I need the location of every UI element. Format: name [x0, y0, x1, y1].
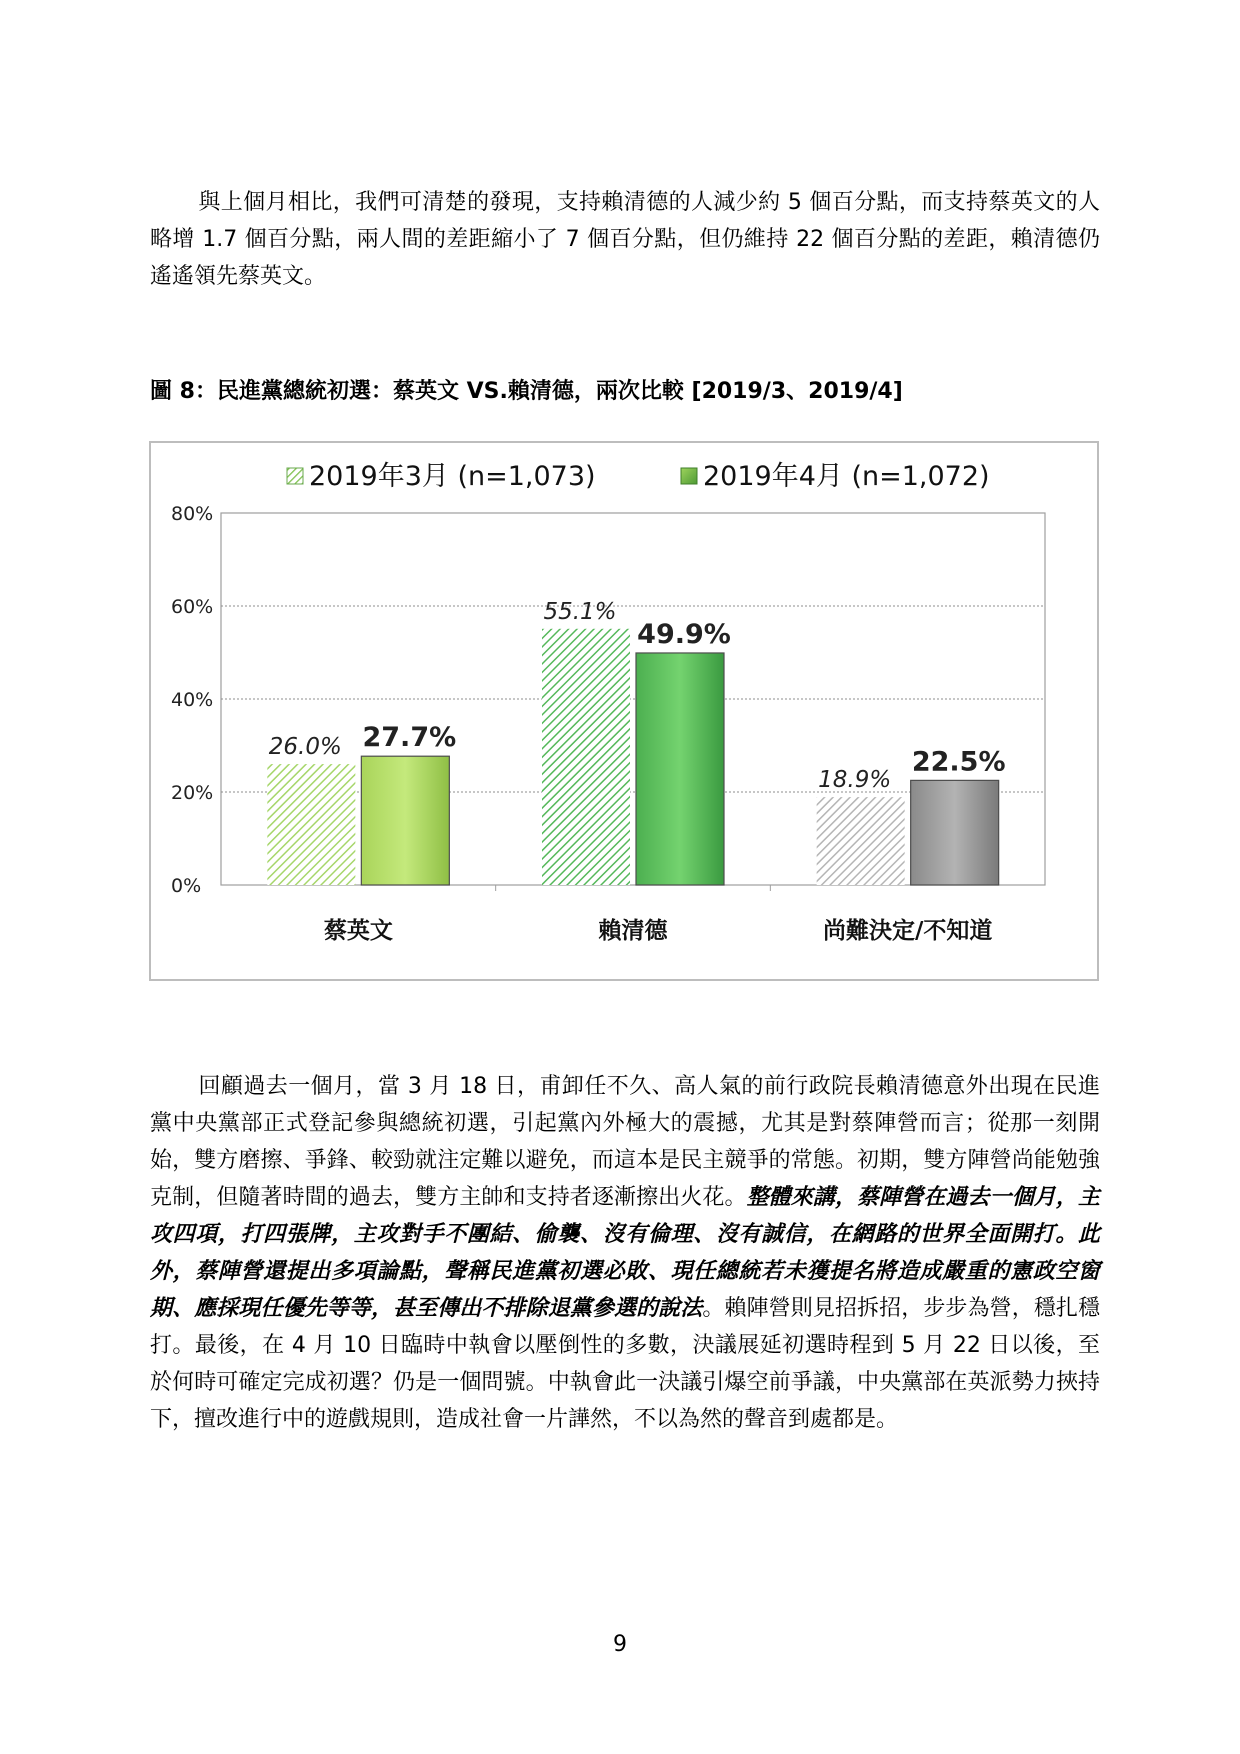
bar-march-2	[817, 797, 905, 885]
bar-chart	[151, 443, 1097, 979]
page-number: 9	[613, 1632, 627, 1657]
bar-april-2	[911, 780, 999, 885]
x-category-label: 尚難決定/不知道	[822, 918, 993, 944]
y-tick-label: 20%	[171, 782, 214, 804]
x-category-label: 賴清德	[598, 918, 668, 944]
data-label: 26.0%	[268, 734, 342, 761]
legend-swatch	[681, 468, 697, 484]
review-paragraph	[150, 1068, 1100, 1438]
intro-paragraph	[150, 184, 1100, 295]
legend-label: 2019年3月 (n=1,073)	[309, 461, 596, 492]
legend-swatch	[287, 468, 303, 484]
bar-april-1	[636, 653, 724, 885]
figure-caption: 圖 8：民進黨總統初選：蔡英文 VS.賴清德，兩次比較 [2019/3、2019/4]	[150, 379, 903, 404]
y-tick-label: 80%	[171, 503, 214, 525]
y-tick-label: 60%	[171, 596, 214, 618]
review-paragraph-text-1: 回顧過去一個月，當 3 月 18 日，甫卸任不久、高人氣的前行政院長賴清德意外出現在民進黨中央黨部正式登記參與總統初選，引起黨內外極大的震撼，尤其是對蔡陣營而言；從那一刻開始，雙方磨擦、爭鋒、較勁就注定難以避免，而這本是民主競爭的常態。初期，雙方陣營尚能勉強克制，但隨著時間的過去，雙方主帥和支持者逐漸擦出火花。	[150, 1074, 1100, 1210]
bar-april-0	[361, 756, 449, 885]
y-tick-label: 0%	[171, 875, 202, 897]
intro-paragraph-text: 與上個月相比，我們可清楚的發現，支持賴清德的人減少約 5 個百分點，而支持蔡英文的人略增 1.7 個百分點，兩人間的差距縮小了 7 個百分點，但仍維持 22 個百分點的差距，賴清德仍遙遙領先蔡英文。	[150, 190, 1100, 289]
data-label: 22.5%	[911, 746, 1006, 778]
bar-march-0	[267, 764, 355, 885]
bar-march-1	[542, 629, 630, 885]
data-label: 49.9%	[637, 618, 731, 650]
data-label: 55.1%	[543, 598, 617, 625]
y-tick-label: 40%	[171, 689, 214, 711]
review-paragraph-emphasis: 整體來講，蔡陣營在過去一個月，主攻四項，打四張牌，主攻對手不團結、偷襲、沒有倫理、沒有誠信，在網路的世界全面開打。此外，蔡陣營還提出多項論點，聲稱民進黨初選必敗、現任總統若未獲提名將造成嚴重的憲政空窗期、應採現任優先等等，甚至傳出不排除退黨參選的說法	[150, 1185, 1100, 1321]
data-label: 18.9%	[818, 767, 892, 794]
review-paragraph-text-2: 。賴陣營則見招拆招，步步為營，穩扎穩打。最後，在 4 月 10 日臨時中執會以壓倒性的多數，決議展延初選時程到 5 月 22 日以後，至於何時可確定完成初選？仍是一個問號。中執會此一決議引爆空前爭議，中央黨部在英派勢力挾持下，擅改進行中的遊戲規則，造成社會一片譁然，不以為然的聲音到處都是。	[150, 1296, 1100, 1432]
x-category-label: 蔡英文	[323, 918, 393, 944]
bar-chart-frame	[149, 441, 1099, 981]
legend-label: 2019年4月 (n=1,072)	[703, 461, 990, 492]
data-label: 27.7%	[362, 722, 457, 754]
